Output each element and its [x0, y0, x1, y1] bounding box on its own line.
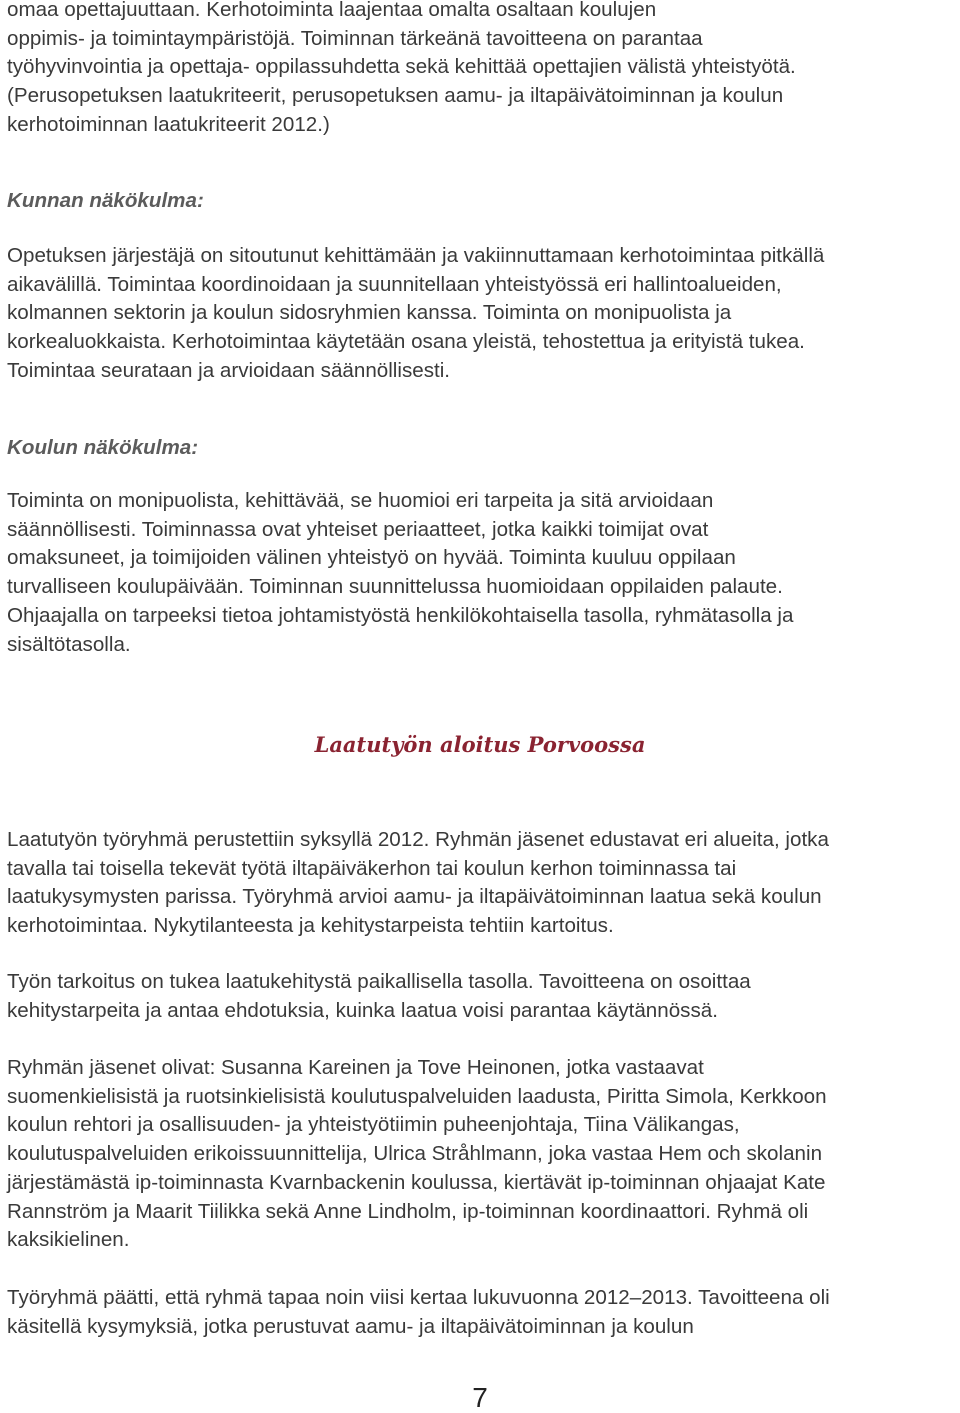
text-line: Laatutyön työryhmä perustettiin syksyllä 2012. Ryhmän jäsenet edustavat eri alueita, jotka [7, 828, 829, 851]
text-line: (Perusopetuksen laatukriteerit, perusopetuksen aamu- ja iltapäivätoiminnan ja koulun [7, 84, 784, 108]
koulu-heading: Koulun näkökulma: [7, 436, 199, 459]
text-line: kaksikielinen. [7, 1228, 130, 1252]
page-number: 7 [472, 1382, 488, 1413]
text-line: turvalliseen koulupäivään. Toiminnan suunnittelussa huomioidaan oppilaiden palaute. [7, 575, 783, 599]
jasenet-paragraph [7, 1054, 957, 1255]
intro-paragraph [7, 0, 957, 140]
text-line: kerhotoimintaa. Nykytilanteesta ja kehitystarpeista tehtiin kartoitus. [7, 914, 614, 938]
text-line: työhyvinvointia ja opettaja- oppilassuhdetta sekä kehittää opettajien välistä yhteistyötä. [7, 55, 796, 79]
tarkoitus-paragraph [7, 968, 957, 1025]
kunta-paragraph [7, 242, 957, 386]
text-line: Ohjaajalla on tarpeeksi tietoa johtamistyöstä henkilökohtaisella tasolla, ryhmätasolla ja [7, 603, 794, 627]
tyoryhma-paragraph [7, 1284, 957, 1341]
text-line: sisältötasolla. [7, 632, 131, 656]
text-line: Työn tarkoitus on tukea laatukehitystä paikallisella tasolla. Tavoitteena on osoittaa [7, 970, 751, 993]
text-line: suomenkielisistä ja ruotsinkielisistä koulutuspalveluiden laadusta, Piritta Simola, Kerkkoon [7, 1084, 827, 1108]
text-line: oppimis- ja toimintaympäristöjä. Toiminnan tärkeänä tavoitteena on parantaa [7, 26, 703, 50]
koulu-paragraph [7, 487, 957, 659]
text-line: Toimintaa seurataan ja arvioidaan säännöllisesti. [7, 358, 451, 382]
laatutyo-paragraph [7, 826, 957, 941]
text-line: omaa opettajuuttaan. Kerhotoiminta laajentaa omalta osaltaan koulujen [7, 0, 657, 21]
text-line: Ryhmän jäsenet olivat: Susanna Kareinen ja Tove Heinonen, jotka vastaavat [7, 1056, 704, 1079]
section-title: Laatutyön aloitus Porvoossa [314, 732, 646, 757]
text-line: Toiminta on monipuolista, kehittävää, se huomioi eri tarpeita ja sitä arvioidaan [7, 489, 714, 512]
text-line: säännöllisesti. Toiminnassa ovat yhteiset periaatteet, jotka kaikki toimijat ovat [7, 517, 709, 541]
text-line: koulun rehtori ja osallisuuden- ja yhteistyötiimin puheenjohtaja, Tiina Välikangas, [7, 1113, 740, 1137]
text-line: aikavälillä. Toimintaa koordinoidaan ja suunnitellaan yhteistyössä eri hallintoalueiden, [7, 272, 782, 296]
text-line: Työryhmä päätti, että ryhmä tapaa noin viisi kertaa lukuvuonna 2012–2013. Tavoitteena oli [7, 1286, 830, 1309]
text-line: korkealuokkaista. Kerhotoimintaa käytetään osana yleistä, tehostettua ja erityistä tukea. [7, 330, 805, 354]
text-line: kerhotoiminnan laatukriteerit 2012.) [7, 112, 330, 136]
text-line: tavalla tai toisella tekevät työtä iltapäiväkerhon tai koulun kerhon toiminnassa tai [7, 856, 737, 880]
text-line: Opetuksen järjestäjä on sitoutunut kehittämään ja vakiinnuttamaan kerhotoimintaa pitkällä [7, 244, 825, 267]
text-line: laatukysymysten parissa. Työryhmä arvioi aamu- ja iltapäivätoiminnan laatua sekä koulun [7, 885, 822, 909]
text-line: omaksuneet, ja toimijoiden välinen yhteistyö on hyvää. Toiminta kuuluu oppilaan [7, 546, 736, 570]
kunta-heading: Kunnan näkökulma: [7, 189, 204, 212]
text-line: kehitystarpeita ja antaa ehdotuksia, kuinka laatua voisi parantaa käytännössä. [7, 998, 718, 1022]
text-line: käsitellä kysymyksiä, jotka perustuvat aamu- ja iltapäivätoiminnan ja koulun [7, 1314, 694, 1338]
text-line: Rannström ja Maarit Tiilikka sekä Anne Lindholm, ip-toiminnan koordinaattori. Ryhmä oli [7, 1199, 809, 1223]
text-line: kolmannen sektorin ja koulun sidosryhmien kanssa. Toiminta on monipuolista ja [7, 301, 732, 325]
text-line: koulutuspalveluiden erikoissuunnittelija, Ulrica Stråhlmann, joka vastaa Hem och skolanin [7, 1142, 823, 1166]
text-line: järjestämästä ip-toiminnasta Kvarnbackenin koulussa, kiertävät ip-toiminnan ohjaajat Kate [7, 1170, 826, 1194]
